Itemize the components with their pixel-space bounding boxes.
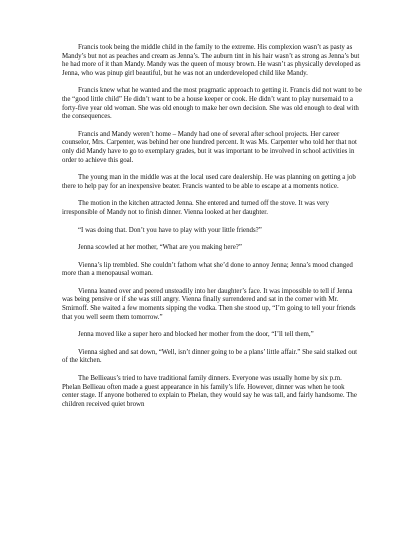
paragraph: Jenna moved like a super hero and blocked her mother from the door, “I’ll tell them,” (78, 331, 314, 339)
paragraph: Vienna sighed and sat down, “Well, isn’t dinner going to be a plans’ little affair.” She said stalked out of the kitchen. (62, 348, 357, 365)
paragraph: Francis took being the middle child in the family to the extreme. His complexion wasn’t as pasty as Mandy’s but not as peaches and cream as Jenna’s. The auburn tint in his hair wasn’t as strong as Jenna’s but he had more of it than Mandy. Mandy was the queen of mousy brown. He wasn’t as physically developed as Jenna, who was pinup girl beautiful, but he was not an underdeveloped child like Mandy. (62, 44, 361, 77)
paragraph: “I was doing that. Don’t you have to play with your little friends?” (78, 226, 262, 234)
paragraph: Francis and Mandy weren’t home – Mandy had one of several after school projects. Her career counselor, Mrs. Carpenter, was behind her one hundred percent. It was Ms. Carpenter who told her that not only did Mandy have to go to exemplary grades, but it was important to be involved in school activities in order to achieve this goal. (62, 130, 357, 164)
paragraph: Francis knew what he wanted and the most pragmatic approach to getting it. Francis did not want to be the “good little child” He didn’t want to be a house keeper or cook. He didn’t want to play nursemaid to a forty-five year old woman. She was old enough to make her own decision. She was old enough to deal with the consequences. (62, 87, 362, 121)
paragraph: Jenna scowled at her mother, “What are you making here?” (78, 244, 242, 252)
paragraph: The motion in the kitchen attracted Jenna. She entered and turned off the stove. It was very irresponsible of Mandy not to finish dinner. Vienna looked at her daughter. (62, 200, 329, 216)
paragraph: Vienna’s lip trembled. She couldn’t fathom what she’d done to annoy Jenna; Jenna’s mood changed more than a menopausal woman. (62, 261, 353, 278)
paragraph: Vienna leaned over and peered unsteadily into her daughter’s face. It was impossible to tell if Jenna was being pensive or if she was still angry. Vienna finally surrendered and sat in the corner with Mr. Smirnoff. She waited a few moments sipping the vodka. Then she stood up, “I’m going to tell your friends that you well seem them tomorrow.” (62, 287, 356, 321)
paragraph: The young man in the middle was at the local used care dealership. He was planning on getting a job there to help pay for an inexpensive beater. Francis wanted to be able to escape at a moments notice. (62, 174, 356, 190)
paragraph: The Bellieaus’s tried to have traditional family dinners. Everyone was usually home by six p.m. Phelan Bellieau often made a guest appearance in his family’s life. However, dinner was when he took center stage. If anyone bothered to explain to Phelan, they would say he was tall, and fairly handsome. The children received quiet brown (62, 375, 357, 408)
